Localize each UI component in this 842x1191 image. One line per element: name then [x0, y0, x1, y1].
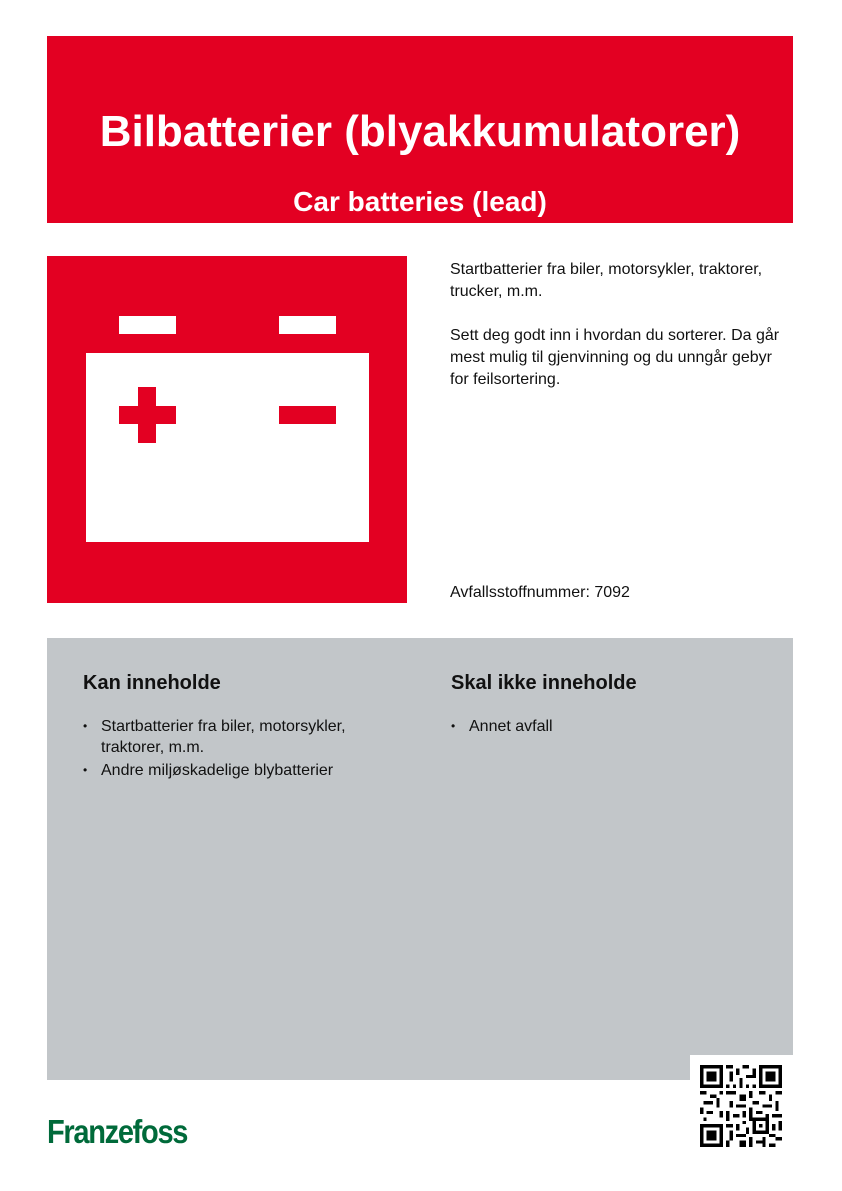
minus-sign: [279, 406, 336, 424]
list-item-text: Annet avfall: [469, 718, 553, 735]
page-subtitle: Car batteries (lead): [293, 186, 547, 217]
header-banner: [47, 36, 793, 223]
bullet-icon: •: [83, 763, 88, 777]
bullet-icon: •: [451, 719, 456, 733]
battery-terminal-right: [279, 316, 336, 334]
must-not-contain-heading: Skal ikke inneholde: [451, 672, 637, 694]
can-contain-heading: Kan inneholde: [83, 672, 221, 694]
waste-number: Avfallsstoffnummer: 7092: [450, 584, 630, 601]
list-item: [83, 716, 403, 758]
description-paragraph-1: Startbatterier fra biler, motorsykler, traktorer, trucker, m.m.: [450, 261, 763, 300]
list-item-text: Andre miljøskadelige blybatterier: [101, 762, 334, 779]
qr-code-icon: [700, 1065, 782, 1147]
sorting-panel: [47, 638, 793, 1080]
list-item-text: Startbatterier fra biler, motorsykler, traktorer, m.m.: [101, 718, 346, 756]
must-not-contain-list: [451, 716, 771, 737]
page-title: Bilbatterier (blyakkumulatorer): [99, 107, 741, 156]
qr-code[interactable]: [690, 1055, 793, 1155]
battery-body: [86, 353, 369, 542]
description-paragraph-2: Sett deg godt inn i hvordan du sorterer. Da går mest mulig til gjenvinning og du unngår gebyr for feilsortering.: [450, 327, 780, 388]
list-item: [451, 716, 771, 737]
battery-terminal-left: [119, 316, 176, 334]
battery-icon-box: [47, 256, 407, 603]
description: [450, 259, 792, 391]
must-not-contain-column: [451, 670, 771, 739]
bullet-icon: •: [83, 719, 88, 733]
plus-sign-vertical: [138, 387, 156, 443]
can-contain-list: [83, 716, 403, 781]
can-contain-column: [83, 670, 403, 783]
franzefoss-logo[interactable]: Franzefoss: [47, 1113, 188, 1150]
list-item: [83, 760, 403, 781]
car-battery-icon: [47, 256, 407, 603]
